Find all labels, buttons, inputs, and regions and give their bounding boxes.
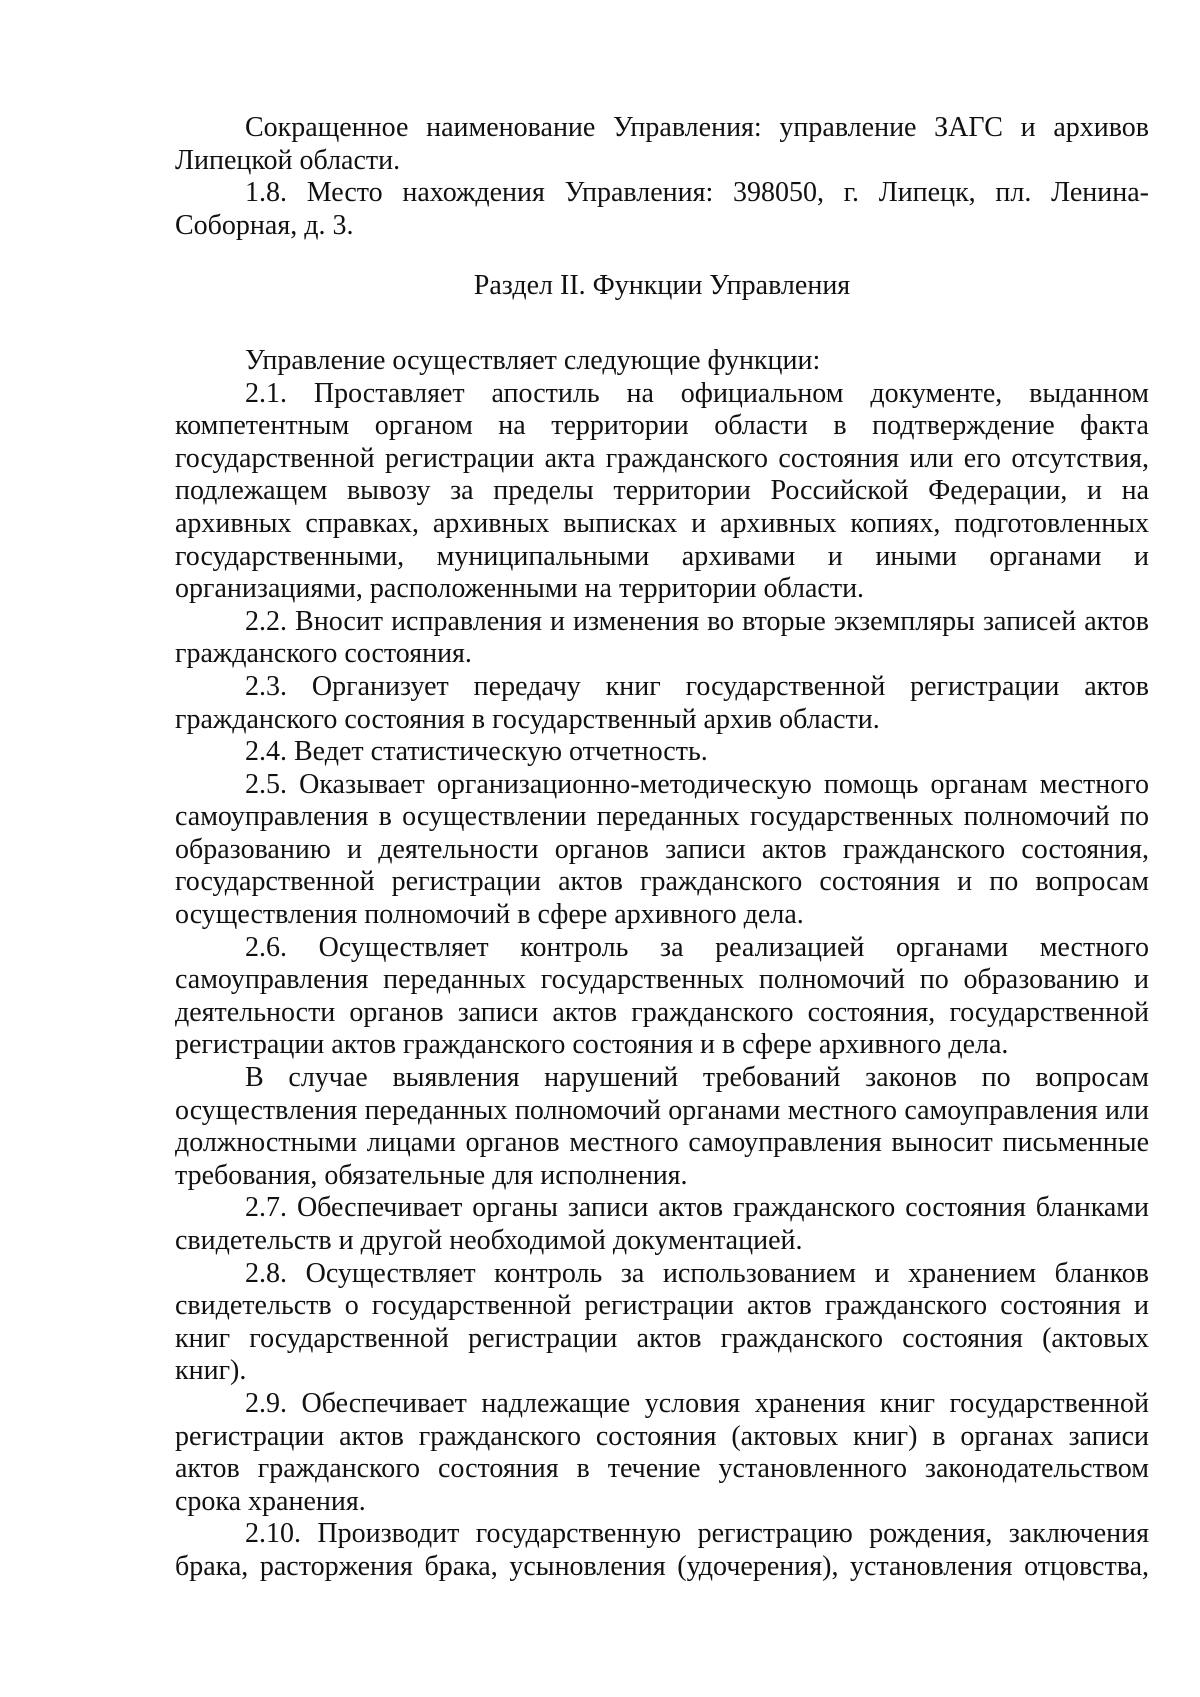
function-2-3 — [175, 671, 1149, 736]
item-text: Производит государственную регистрацию рождения, заключения брака, расторжения брака, усыновления (удочерения), установления отцовства, — [175, 1518, 1150, 1582]
item-number: 2.8. — [245, 1257, 287, 1289]
function-2-10 — [175, 1518, 1149, 1583]
document-page — [175, 112, 1149, 1584]
item-text: Обеспечивает надлежащие условия хранения книг государственной регистрации актов гражданского состояния (актовых книг) в органах записи актов гражданского состояния в течение установленного законодательством срока хранения. — [175, 1387, 1150, 1517]
item-text: Осуществляет контроль за реализацией органами местного самоуправления переданных государственных полномочий по образованию и деятельности органов записи актов гражданского состояния, государственной регистрации актов гражданского состояния и в сфере архивного дела. — [175, 931, 1149, 1061]
item-text: Проставляет апостиль на официальном документе, выданном компетентным органом на территории области в подтверждение факта государственной регистрации акта гражданского состояния или его отсутствия, подлежащем вывозу за пределы территории Российской Федерации, и на архивных справках, архивных выписках и архивных копиях, подготовленных государственными, муниципальными архивами и иными органами и организациями, расположенными на территории области. — [175, 377, 1150, 605]
item-number: 2.4. — [245, 736, 287, 768]
function-2-4 — [175, 736, 1149, 769]
function-2-8 — [175, 1258, 1149, 1388]
function-2-6 — [175, 932, 1149, 1062]
item-text: Ведет статистическую отчетность. — [294, 736, 708, 768]
location-paragraph: 1.8. Место нахождения Управления: 398050, г. Липецк, пл. Ленина-Соборная, д. 3. — [175, 177, 1149, 241]
function-2-9 — [175, 1388, 1149, 1518]
item-text: Оказывает организационно-методическую помощь органам местного самоуправления в осуществлении переданных государственных полномочий по образованию и деятельности органов записи актов гражданского состояния, государственной регистрации актов гражданского состояния и по вопросам осуществления полномочий в сфере архивного дела. — [175, 768, 1149, 931]
item-number: 2.6. — [245, 931, 287, 963]
item-number: 2.7. — [245, 1192, 287, 1224]
item-number: 2.9. — [245, 1387, 287, 1419]
function-2-7 — [175, 1192, 1149, 1257]
item-number: 2.2. — [245, 605, 287, 637]
function-2-1 — [175, 378, 1149, 606]
item-text: Осуществляет контроль за использованием и хранением бланков свидетельств о государственной регистрации актов гражданского состояния и книг государственной регистрации актов гражданского состояния (актовых книг). — [175, 1257, 1150, 1387]
item-text: В случае выявления нарушений требований законов по вопросам осуществления переданных полномочий органами местного самоуправления или должностными лицами органов местного самоуправления выносит письменные требования, обязательные для исполнения. — [175, 1062, 1149, 1191]
item-number: 2.5. — [245, 768, 287, 800]
item-number: 2.10. — [245, 1518, 301, 1550]
item-text: Обеспечивает органы записи актов гражданского состояния бланками свидетельств и другой необходимой документацией. — [175, 1192, 1149, 1256]
function-2-2 — [175, 606, 1149, 671]
violations-paragraph — [175, 1062, 1149, 1192]
item-number: 2.1. — [245, 377, 287, 409]
functions-lead: Управление осуществляет следующие функции: — [245, 344, 821, 376]
short-name-paragraph: Сокращенное наименование Управления: управление ЗАГС и архивов Липецкой области. — [175, 112, 1149, 176]
section-title: Раздел II. Функции Управления — [473, 270, 851, 302]
item-text: Организует передачу книг государственной регистрации актов гражданского состояния в государственный архив области. — [175, 670, 1150, 735]
item-number: 2.3. — [245, 670, 287, 702]
function-2-5 — [175, 769, 1149, 932]
item-text: Вносит исправления и изменения во вторые экземпляры записей актов гражданского состояния. — [175, 605, 1149, 670]
